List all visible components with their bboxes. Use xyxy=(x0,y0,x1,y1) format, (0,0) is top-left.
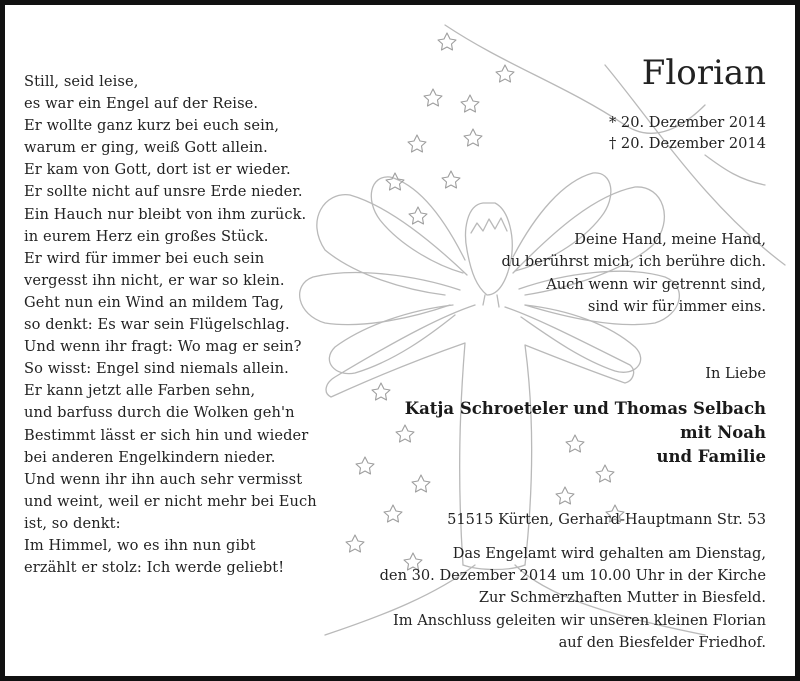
poem-line: es war ein Engel auf der Reise. xyxy=(24,95,259,113)
hand-verse xyxy=(501,229,766,319)
funeral-notice xyxy=(380,543,766,654)
poem-line: warum er ging, weiß Gott allein. xyxy=(24,139,268,157)
death-date: † 20. Dezember 2014 xyxy=(608,135,766,152)
funeral-line: auf den Biesfelder Friedhof. xyxy=(558,633,766,651)
poem-line: so denkt: Es war sein Flügelschlag. xyxy=(24,316,290,334)
poem xyxy=(24,71,354,579)
verse-line: sind wir für immer eins. xyxy=(587,298,766,316)
poem-line: Geht nun ein Wind an mildem Tag, xyxy=(24,293,285,311)
poem-line: vergesst ihn nicht, er war so klein. xyxy=(24,271,285,289)
poem-line: erzählt er stolz: Ich werde geliebt! xyxy=(24,559,285,577)
birth-date: * 20. Dezember 2014 xyxy=(608,114,766,131)
poem-line: und weint, weil er nicht mehr bei Euch xyxy=(24,492,317,510)
mourners xyxy=(405,397,766,469)
poem-line: Er kann jetzt alle Farben sehn, xyxy=(24,382,256,400)
poem-line: Im Himmel, wo es ihn nun gibt xyxy=(24,536,256,554)
mourners-line: Katja Schroeteler und Thomas Selbach xyxy=(404,399,766,418)
poem-line: Und wenn ihr fragt: Wo mag er sein? xyxy=(24,338,302,356)
mourners-line: und Familie xyxy=(656,447,766,466)
family-address: 51515 Kürten, Gerhard-Hauptmann Str. 53 xyxy=(447,511,766,528)
poem-line: Er kam von Gott, dort ist er wieder. xyxy=(24,161,291,179)
poem-line: ist, so denkt: xyxy=(24,514,121,532)
poem-line: Er wollte ganz kurz bei euch sein, xyxy=(24,117,280,135)
verse-line: du berührst mich, ich berühre dich. xyxy=(501,253,766,271)
funeral-line: den 30. Dezember 2014 um 10.00 Uhr in der Kirche xyxy=(379,567,766,585)
poem-line: Er wird für immer bei euch sein xyxy=(24,249,265,267)
verse-line: Deine Hand, meine Hand, xyxy=(574,231,766,248)
poem-line: Ein Hauch nur bleibt von ihm zurück. xyxy=(24,205,307,223)
poem-line: Er sollte nicht auf unsre Erde nieder. xyxy=(24,183,303,201)
poem-line: Still, seid leise, xyxy=(24,73,139,90)
poem-line: Und wenn ihr ihn auch sehr vermisst xyxy=(24,470,303,488)
in-liebe-label: In Liebe xyxy=(705,365,766,382)
poem-line: Bestimmt lässt er sich hin und wieder xyxy=(24,426,309,444)
poem-line: So wisst: Engel sind niemals allein. xyxy=(24,360,289,378)
poem-line: und barfuss durch die Wolken geh'n xyxy=(24,404,295,422)
mourners-line: mit Noah xyxy=(680,423,766,442)
life-dates xyxy=(609,112,766,154)
poem-line: in eurem Herz ein großes Stück. xyxy=(24,227,269,245)
funeral-line: Zur Schmerzhaften Mutter in Biesfeld. xyxy=(478,589,766,607)
funeral-line: Das Engelamt wird gehalten am Dienstag, xyxy=(452,545,766,562)
funeral-line: Im Anschluss geleiten wir unseren kleinen Florian xyxy=(393,611,766,629)
deceased-name: Florian xyxy=(641,53,766,93)
poem-line: bei anderen Engelkindern nieder. xyxy=(24,448,276,466)
verse-line: Auch wenn wir getrennt sind, xyxy=(546,275,766,293)
